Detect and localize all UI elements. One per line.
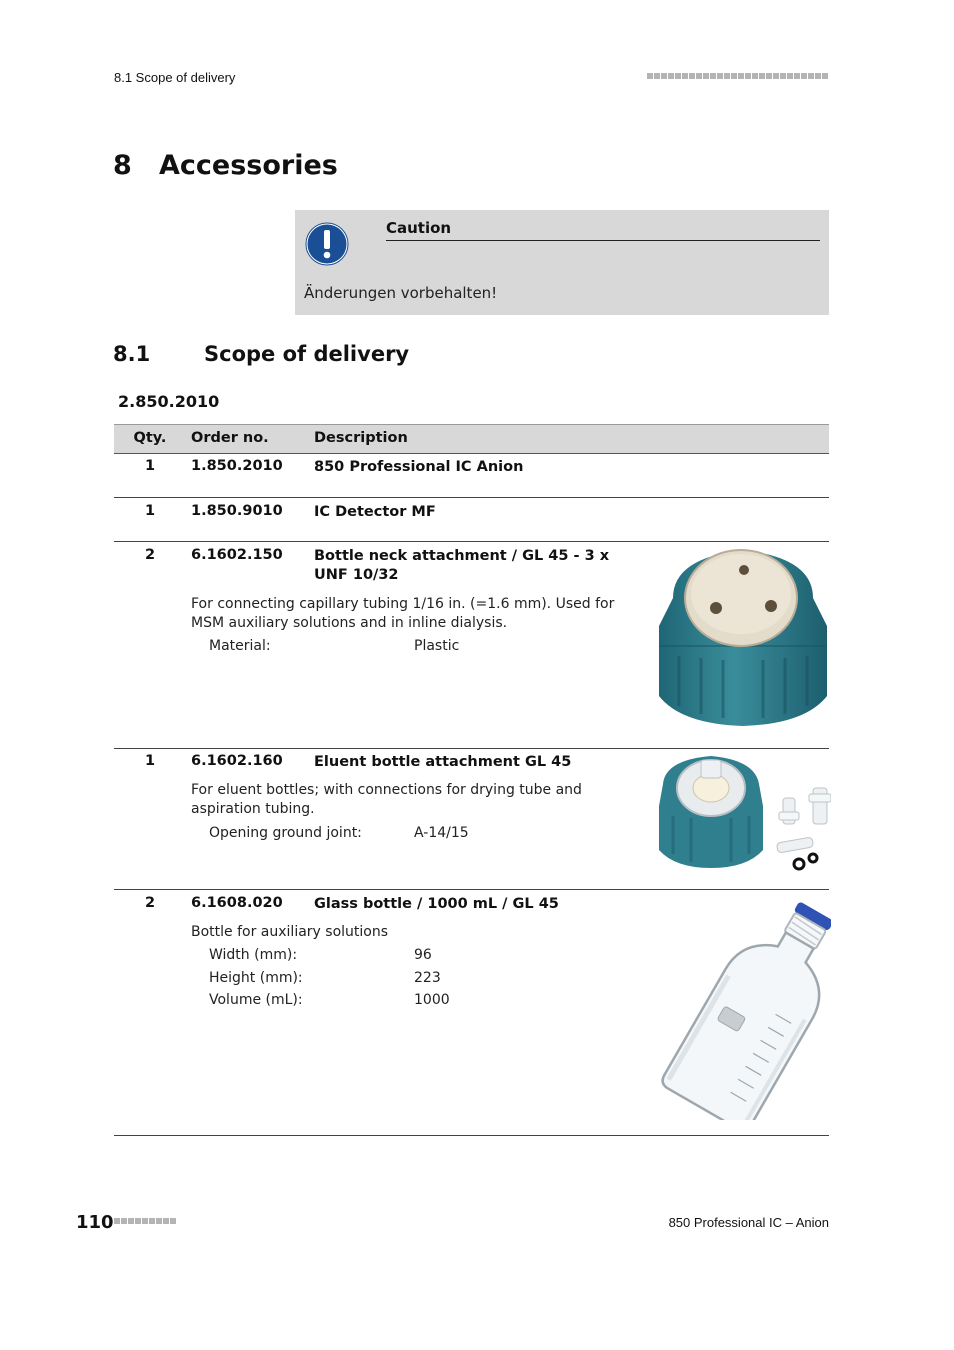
prop-value: 1000 [414,992,450,1008]
header-description: Description [314,430,408,446]
chapter-number: 8 [113,150,132,181]
row-divider [114,541,829,542]
row-order-no: 1.850.9010 [191,503,283,519]
eluent-bottle-attachment-image [655,754,831,872]
footer-product-title: 850 Professional IC – Anion [668,1215,829,1230]
row-detail-text: Bottle for auxiliary solutions [191,924,389,940]
row-order-no: 6.1608.020 [191,895,283,911]
section-number: 8.1 [113,342,151,366]
running-header-title: 8.1 Scope of delivery [114,70,236,85]
row-detail-text: For connecting capillary tubing 1/16 in. (=1.6 mm). Used for MSM auxiliary solutions and in inline dialysis. [191,596,615,631]
section-title: Scope of delivery [204,342,410,366]
bottle-neck-attachment-image [655,546,831,728]
row-order-no: 6.1602.160 [191,753,283,769]
row-description: IC Detector MF [314,504,436,520]
row-qty: 1 [144,753,156,769]
prop-value: 96 [414,947,432,963]
chapter-title: Accessories [159,150,338,181]
prop-label: Material: [209,638,271,654]
table-header [114,424,829,454]
header-order-no: Order no. [191,430,269,446]
page-number: 110 [76,1212,114,1233]
row-divider [114,889,829,890]
footer-decoration [114,1218,176,1224]
prop-label: Opening ground joint: [209,825,362,841]
section-heading [113,342,409,366]
row-description: Bottle neck attachment / GL 45 - 3 x UNF 10/32 [314,548,610,583]
exclamation-icon [305,222,349,266]
prop-value: Plastic [414,638,460,654]
prop-label: Width (mm): [209,947,298,963]
prop-label: Height (mm): [209,970,303,986]
subsection-heading: 2.850.2010 [118,392,220,411]
row-description: 850 Professional IC Anion [314,459,524,475]
table-row [114,458,829,498]
caution-title: Caution [386,219,820,241]
chapter-heading [113,150,338,181]
row-order-no: 1.850.2010 [191,458,283,474]
prop-value: 223 [414,970,441,986]
row-description: Eluent bottle attachment GL 45 [314,754,572,770]
row-qty: 1 [144,503,156,519]
row-qty: 1 [144,458,156,474]
row-qty: 2 [144,895,156,911]
row-description: Glass bottle / 1000 mL / GL 45 [314,896,559,912]
row-qty: 2 [144,547,156,563]
row-divider [114,497,829,498]
prop-value: A-14/15 [414,825,469,841]
row-detail-text: For eluent bottles; with connections for drying tube and aspiration tubing. [191,782,582,817]
caution-text: Änderungen vorbehalten! [304,284,498,302]
header-qty: Qty. [133,430,167,446]
header-decoration [647,73,828,79]
caution-box [295,210,829,315]
row-order-no: 6.1602.150 [191,547,283,563]
row-divider [114,748,829,749]
table-row [114,503,829,541]
prop-label: Volume (mL): [209,992,303,1008]
glass-bottle-image [655,894,831,1120]
row-divider [114,1135,829,1136]
